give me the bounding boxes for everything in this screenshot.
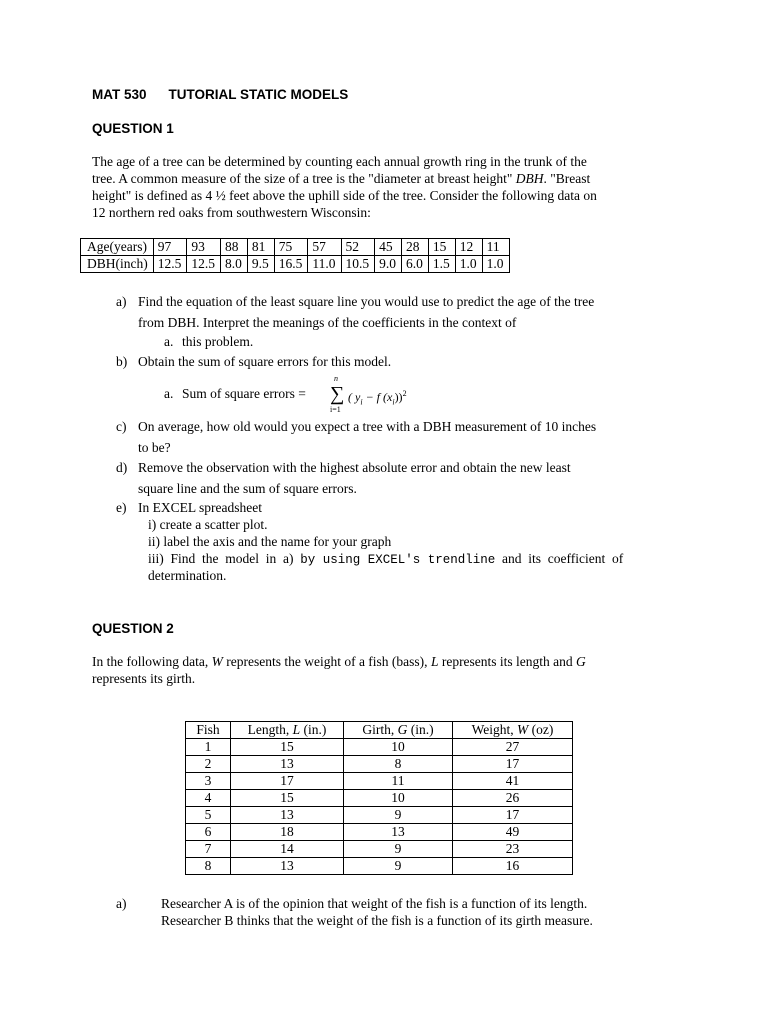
length-cell: 15 <box>231 739 344 756</box>
tree-data-table <box>80 238 510 273</box>
table-row <box>186 773 573 790</box>
fish-table-header <box>186 722 573 739</box>
document-title <box>92 86 348 103</box>
dbh-cell: 1.0 <box>455 256 482 273</box>
part-a-marker: a) <box>116 294 127 309</box>
weight-cell: 49 <box>453 824 573 841</box>
question-2-intro <box>92 653 672 687</box>
dbh-row <box>81 256 510 273</box>
part-a-sub-marker: a. <box>164 334 174 349</box>
age-cell: 12 <box>455 239 482 256</box>
part-c-marker: c) <box>116 419 127 434</box>
fish-cell: 6 <box>186 824 231 841</box>
dbh-row-label: DBH(inch) <box>81 256 154 273</box>
table-row <box>186 807 573 824</box>
intro-line: In the following data, W represents the weight of a fish (bass), L represents its length and G <box>92 654 586 669</box>
age-row-label: Age(years) <box>81 239 154 256</box>
part-a-line2: from DBH. Interpret the meanings of the coefficients in the context of <box>138 315 517 330</box>
col-weight: Weight, W (oz) <box>453 722 573 739</box>
formula-body: ( $y_i - f$ $(x_i))^2$ <box>348 389 407 407</box>
length-cell: 15 <box>231 790 344 807</box>
intro-line: 12 northern red oaks from southwestern Wisconsin: <box>92 205 371 220</box>
q2-part-a-marker: a) <box>116 896 127 911</box>
age-cell: 97 <box>153 239 187 256</box>
fish-cell: 7 <box>186 841 231 858</box>
weight-cell: 41 <box>453 773 573 790</box>
question-1-heading: QUESTION 1 <box>92 121 174 136</box>
weight-cell: 17 <box>453 756 573 773</box>
part-e-i: i) create a scatter plot. <box>148 517 268 532</box>
weight-cell: 26 <box>453 790 573 807</box>
table-row <box>186 858 573 875</box>
fish-cell: 4 <box>186 790 231 807</box>
part-e-iii-line2: determination. <box>148 568 227 583</box>
sum-square-errors-label: Sum of square errors = <box>182 386 306 401</box>
age-cell: 57 <box>308 239 341 256</box>
fish-cell: 2 <box>186 756 231 773</box>
girth-cell: 10 <box>344 739 453 756</box>
dbh-cell: 1.5 <box>428 256 455 273</box>
age-cell: 45 <box>375 239 402 256</box>
table-row <box>186 756 573 773</box>
q2-part-a-line1: Researcher A is of the opinion that weight of the fish is a function of its length. <box>161 896 588 911</box>
length-cell: 13 <box>231 807 344 824</box>
fish-cell: 1 <box>186 739 231 756</box>
dbh-cell: 16.5 <box>274 256 308 273</box>
age-cell: 28 <box>402 239 429 256</box>
sse-formula <box>330 374 450 414</box>
length-cell: 14 <box>231 841 344 858</box>
girth-cell: 8 <box>344 756 453 773</box>
age-cell: 75 <box>274 239 308 256</box>
col-length: Length, L (in.) <box>231 722 344 739</box>
girth-cell: 10 <box>344 790 453 807</box>
question-1-intro <box>92 153 672 221</box>
intro-line: represents its girth. <box>92 671 196 686</box>
course-code: MAT 530 <box>92 87 147 102</box>
intro-line: tree. A common measure of the size of a tree is the "diameter at breast height" DBH. "Breast <box>92 171 591 186</box>
weight-cell: 17 <box>453 807 573 824</box>
tutorial-title: TUTORIAL STATIC MODELS <box>168 87 349 102</box>
fish-data-table <box>185 721 573 875</box>
part-d-line2: square line and the sum of square errors. <box>138 481 357 496</box>
girth-cell: 9 <box>344 841 453 858</box>
girth-cell: 9 <box>344 858 453 875</box>
dbh-cell: 10.5 <box>341 256 375 273</box>
length-cell: 13 <box>231 858 344 875</box>
part-b-sub-marker: a. <box>164 386 174 401</box>
fish-cell: 3 <box>186 773 231 790</box>
part-a-line1: Find the equation of the least square line you would use to predict the age of the tree <box>138 294 595 309</box>
dbh-cell: 12.5 <box>153 256 187 273</box>
table-row <box>186 739 573 756</box>
girth-cell: 11 <box>344 773 453 790</box>
part-c-line1: On average, how old would you expect a tree with a DBH measurement of 10 inches <box>138 419 597 434</box>
dbh-cell: 6.0 <box>402 256 429 273</box>
dbh-cell: 1.0 <box>482 256 509 273</box>
part-b-text: Obtain the sum of square errors for this model. <box>138 354 392 369</box>
part-b-marker: b) <box>116 354 128 369</box>
part-e-line1: In EXCEL spreadsheet <box>138 500 262 515</box>
part-d-marker: d) <box>116 460 128 475</box>
age-cell: 11 <box>482 239 509 256</box>
fish-cell: 8 <box>186 858 231 875</box>
part-e-ii: ii) label the axis and the name for your graph <box>148 534 392 549</box>
dbh-cell: 8.0 <box>221 256 248 273</box>
girth-cell: 13 <box>344 824 453 841</box>
girth-cell: 9 <box>344 807 453 824</box>
col-girth: Girth, G (in.) <box>344 722 453 739</box>
intro-line: The age of a tree can be determined by counting each annual growth ring in the trunk of the <box>92 154 587 169</box>
length-cell: 18 <box>231 824 344 841</box>
part-d-line1: Remove the observation with the highest absolute error and obtain the new least <box>138 460 571 475</box>
age-row <box>81 239 510 256</box>
length-cell: 17 <box>231 773 344 790</box>
dbh-cell: 9.0 <box>375 256 402 273</box>
dbh-cell: 12.5 <box>187 256 221 273</box>
col-fish: Fish <box>186 722 231 739</box>
length-cell: 13 <box>231 756 344 773</box>
part-c-line2: to be? <box>138 440 171 455</box>
fish-table-body <box>186 739 573 875</box>
intro-line: height" is defined as 4 ½ feet above the uphill side of the tree. Consider the following data on <box>92 188 597 203</box>
part-a-sub: this problem. <box>182 334 254 349</box>
age-cell: 81 <box>247 239 274 256</box>
age-cell: 15 <box>428 239 455 256</box>
weight-cell: 16 <box>453 858 573 875</box>
table-row <box>186 841 573 858</box>
dbh-cell: 9.5 <box>247 256 274 273</box>
fish-cell: 5 <box>186 807 231 824</box>
sigma-symbol: n ∑ i=1 <box>330 374 345 414</box>
q2-part-a-line2: Researcher B thinks that the weight of the fish is a function of its girth measure. <box>161 913 593 928</box>
dbh-cell: 11.0 <box>308 256 341 273</box>
weight-cell: 27 <box>453 739 573 756</box>
table-row <box>186 790 573 807</box>
part-e-marker: e) <box>116 500 127 515</box>
weight-cell: 23 <box>453 841 573 858</box>
age-cell: 88 <box>221 239 248 256</box>
part-e-iii: iii) Find the model in a) by using EXCEL's trendline and its coefficient of <box>148 551 624 567</box>
table-row <box>186 824 573 841</box>
age-cell: 52 <box>341 239 375 256</box>
age-cell: 93 <box>187 239 221 256</box>
question-2-heading: QUESTION 2 <box>92 621 174 636</box>
